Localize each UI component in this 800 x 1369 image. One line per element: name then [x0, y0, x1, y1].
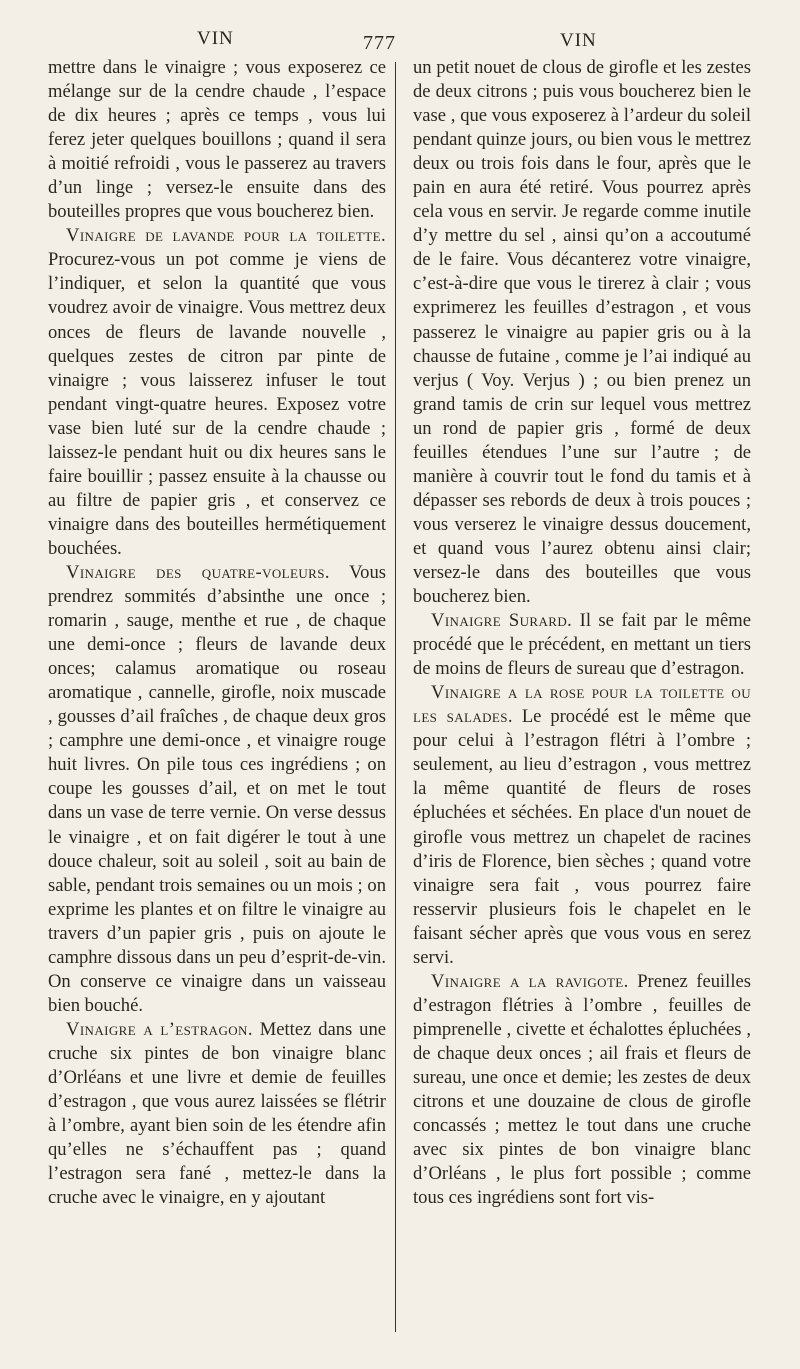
entry-vinaigre-surard: [413, 609, 751, 681]
left-column: [48, 56, 386, 1210]
entry-text: Vous prendrez sommités d’absinthe une once ; romarin , sauge, menthe et rue , de chaque une demi-once ; fleurs de lavande deux onces; calamus aromatique ou roseau aromatique , cannelle, girofle, noix muscade , gousses d’ail fraîches , de chaque deux gros ; camphre une demi-once , et vinaigre rouge huit livres. On pile tous ces ingrédiens ; on coupe les gousses d’ail, et on met le tout dans un vase de terre vernie. On verse dessus le vinaigre , et on fait digérer le tout à une douce chaleur, soit au soleil , soit au bain de sable, pendant trois semaines ou un mois ; on exprime les plantes et on filtre le vinaigre au travers d’un papier gris , puis on ajoute le camphre dissous dans un peu d’esprit-de-vin. On conserve ce vinaigre dans un vaisseau bien bouché.: [48, 561, 387, 1016]
right-column: [413, 56, 751, 1210]
running-header: [0, 18, 800, 58]
entry-title: Vinaigre a la ravigote.: [431, 970, 629, 992]
entry-text: Prenez feuilles d’estragon flétries à l’ombre , feuilles de pimprenelle , civette et échalottes épluchées , de chaque deux onces ; ail frais et fleurs de sureau, une once et demie; les zestes de deux citrons et une douzaine de clous de girofle concassés ; mettez le tout dans une cruche avec six pintes de bon vinaigre blanc d’Orléans , le plus fort possible ; comme tous ces ingrédiens sont fort vis-: [413, 970, 751, 1209]
header-left-word: VIN: [197, 28, 234, 49]
continuation-paragraph: un petit nouet de clous de girofle et les zestes de deux citrons ; puis vous boucherez bien le vase , que vous exposerez à l’ardeur du soleil pendant quinze jours, ou bien vous le mettrez deux ou trois fois dans le four, après que le pain en aura été retiré. Vous pourrez après cela vous en servir. Je regarde comme inutile d’y mettre du sel , ainsi qu’on a accoutumé de le faire. Vous décanterez votre vinaigre, c’est-à-dire que vous le tirerez à clair ; vous exprimerez les feuilles d’estragon , et vous passerez le vinaigre au papier gris ou à la chausse de futaine , comme je l’ai indiqué au verjus ( Voy. Verjus ) ; ou bien prenez un grand tamis de crin sur lequel vous mettrez un rond de papier gris , formé de deux feuilles étendues l’une sur l’autre ; de manière à couvrir tout le fond du tamis et à dépasser ses rebords de deux à trois pouces ; vous verserez le vinaigre dessus doucement, et quand vous l’aurez obtenu ainsi clair; versez-le dans des bouteilles que vous boucherez bien.: [413, 57, 751, 608]
entry-vinaigre-quatre-voleurs: [48, 561, 386, 1018]
entry-title: Vinaigre des quatre-voleurs.: [66, 561, 330, 583]
entry-vinaigre-rose: [413, 681, 751, 970]
column-divider: [395, 62, 396, 1332]
entry-text: Procurez-vous un pot comme je viens de l’indiquer, et selon la quantité que vous voudrez avoir de vinaigre. Vous mettrez deux onces de fleurs de lavande nouvelle , quelques zestes de citron par pinte de vinaigre ; vous laisserez infuser le tout pendant vingt-quatre heures. Exposez votre vase bien luté sur de la cendre chaude ; laissez-le pendant huit ou dix heures sans le faire bouillir ; passez ensuite à la chausse ou au filtre de papier gris , et conservez ce vinaigre dans des bouteilles hermétiquement bouchées.: [48, 249, 386, 559]
entry-text: Mettez dans une cruche six pintes de bon vinaigre blanc d’Orléans et une livre et demie de feuilles d’estragon , que vous aurez laissées se flétrir à l’ombre, ayant bien soin de les étendre afin qu’elles ne s’échauffent pas ; quand l’estragon sera fané , mettez-le dans la cruche avec le vinaigre, en y ajoutant: [48, 1018, 386, 1209]
entry-title: Vinaigre a l’estragon.: [66, 1018, 253, 1040]
entry-title: Vinaigre a la rose pour la toilette ou les salades.: [413, 682, 751, 728]
entry-vinaigre-estragon: [48, 1018, 386, 1210]
page-number: 777: [363, 32, 396, 54]
entry-vinaigre-lavande: [48, 224, 386, 561]
entry-title: Vinaigre de lavande pour la toilette.: [66, 225, 386, 247]
header-right-word: VIN: [560, 30, 597, 51]
entry-vinaigre-ravigote: [413, 970, 751, 1210]
entry-text: Il se fait par le même procédé que le précédent, en mettant un tiers de moins de fleurs de sureau que d’estragon.: [413, 610, 751, 680]
entry-text: Le procédé est le même que pour celui à l’estragon flétri à l’ombre ; seulement, au lieu d’estragon , vous mettrez la même quantité de fleurs de roses épluchées et séchées. En place d'un nouet de girofle vous mettrez un chapelet de racines d’iris de Florence, bien sèches ; quand votre vinaigre sera fait , vous pourrez faire resservir plusieurs fois le chapelet en le faisant sécher après que vous vous en serez servi.: [413, 706, 752, 968]
continuation-paragraph: mettre dans le vinaigre ; vous exposerez ce mélange sur de la cendre chaude , l’espace de dix heures ; après ce temps , vous lui ferez jeter quelques bouillons ; quand il sera à moitié refroidi , vous le passerez au travers d’un linge ; versez-le ensuite dans des bouteilles propres que vous boucherez bien.: [48, 57, 386, 223]
entry-title: Vinaigre Surard.: [431, 610, 573, 632]
